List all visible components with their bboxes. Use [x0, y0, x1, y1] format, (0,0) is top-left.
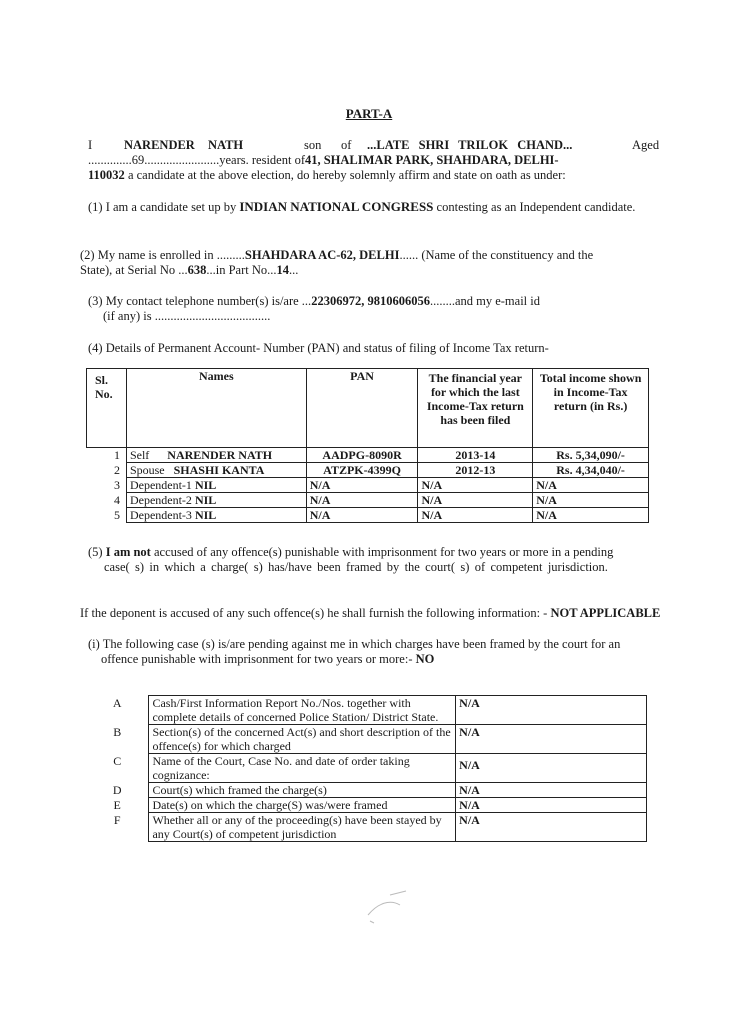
item-2-prefix: (2) My name is enrolled in .........: [80, 248, 245, 262]
deponent-line: [80, 606, 660, 621]
item-5-text: accused of any offence(s) punishable with imprisonment for two years or more in a pending: [150, 545, 614, 559]
intro-line2: [88, 153, 559, 168]
row-relation: Dependent-2: [129, 493, 192, 507]
table-row: [87, 508, 649, 523]
item-4: (4) Details of Permanent Account- Number (PAN) and status of filing of Income Tax return-: [88, 341, 549, 355]
intro-oath: a candidate at the above election, do hereby solemnly affirm and state on oath as under:: [124, 168, 566, 182]
header-sl: Sl. No.: [87, 369, 127, 448]
item-1-suffix: contesting as an Independent candidate.: [433, 200, 636, 214]
pan-table: [86, 368, 649, 523]
row-letter: C: [113, 753, 122, 768]
row-relation: Dependent-1: [129, 478, 192, 492]
item-3-prefix: (3) My contact telephone number(s) is/are ...: [88, 294, 312, 308]
row-description: Whether all or any of the proceeding(s) have been stayed by any Court(s) of competent jurisdiction: [149, 813, 456, 842]
row-income: N/A: [533, 508, 649, 523]
item-1: [88, 199, 635, 215]
case-table: [86, 695, 647, 842]
item-3-line2: (if any) is .....................................: [103, 309, 271, 323]
phone-numbers: 22306972, 9810606056: [311, 294, 430, 308]
row-sl: 1: [113, 448, 120, 462]
row-pan: N/A: [306, 493, 418, 508]
table-row: [86, 696, 647, 725]
row-person: NIL: [194, 493, 217, 507]
item-1-prefix: (1) I am a candidate set up by: [88, 200, 240, 214]
row-year: N/A: [418, 493, 533, 508]
table-row: [86, 783, 647, 798]
row-value: N/A: [456, 813, 647, 842]
item-2-line1: [80, 248, 593, 263]
scribble-mark: [360, 885, 420, 925]
candidate-name: NARENDER NATH: [124, 138, 244, 152]
row-name: [126, 508, 306, 523]
intro-line3: [88, 168, 566, 183]
item-i-line1: (i) The following case (s) is/are pending against me in which charges have been framed by the court for an: [88, 637, 621, 651]
row-income: N/A: [533, 493, 649, 508]
row-value: N/A: [456, 754, 647, 783]
item-i-no: NO: [415, 652, 435, 666]
row-letter: B: [113, 724, 122, 739]
pan-table-header: [87, 369, 649, 448]
constituency: SHAHDARA AC-62, DELHI: [244, 248, 400, 262]
table-row: [86, 725, 647, 754]
row-income: N/A: [533, 478, 649, 493]
row-sl: 5: [113, 507, 120, 522]
row-letter: D: [112, 782, 122, 797]
row-person: NARENDER NATH: [167, 448, 273, 462]
age-value: ..............69........................years. resident of: [88, 153, 305, 167]
item-2-line2: [80, 263, 298, 278]
intro-son: son: [304, 138, 322, 152]
item-2-part-label: ...in Part No...: [206, 263, 277, 277]
deponent-text: If the deponent is accused of any such offence(s) he shall furnish the following information: -: [80, 606, 551, 620]
row-pan: AADPG-8090R: [306, 448, 418, 463]
row-sl: 3: [113, 477, 120, 492]
row-value: N/A: [456, 798, 647, 813]
row-year: N/A: [418, 478, 533, 493]
item-3-line1: [88, 294, 540, 309]
row-pan: N/A: [306, 508, 418, 523]
item-5-line1: [88, 545, 613, 560]
item-2-serial-label: State), at Serial No ...: [80, 263, 188, 277]
father-name: ...LATE SHRI TRILOK CHAND...: [367, 138, 573, 152]
row-description: Name of the Court, Case No. and date of order taking cognizance:: [149, 754, 456, 783]
intro-i: I: [88, 138, 93, 152]
table-row: [87, 478, 649, 493]
table-row: [87, 463, 649, 478]
row-description: Section(s) of the concerned Act(s) and short description of the offence(s) for which charged: [149, 725, 456, 754]
serial-number: 638: [187, 263, 207, 277]
item-5-line2: case( s) in which a charge( s) has/have been framed by the court( s) of competent jurisdiction.: [104, 560, 608, 574]
table-row: [87, 493, 649, 508]
intro-of: of: [341, 138, 352, 152]
table-row: [87, 448, 649, 463]
row-income: Rs. 4,34,040/-: [533, 463, 649, 478]
header-names: Names: [126, 369, 306, 448]
row-value: N/A: [456, 696, 647, 725]
row-sl: 4: [113, 492, 120, 507]
row-year: 2012-13: [418, 463, 533, 478]
row-person: NIL: [194, 478, 217, 492]
party-name: INDIAN NATIONAL CONGRESS: [239, 199, 434, 214]
row-relation: Spouse: [129, 463, 165, 477]
row-person: SHASHI KANTA: [173, 463, 265, 477]
row-pan: ATZPK-4399Q: [306, 463, 418, 478]
row-name: [126, 478, 306, 493]
row-relation: Dependent-3: [129, 508, 192, 522]
row-value: N/A: [456, 725, 647, 754]
row-name: [126, 448, 306, 463]
row-sl: 2: [113, 462, 120, 477]
item-i-line2: [101, 652, 434, 667]
page-title: PART-A: [345, 106, 393, 121]
row-relation: Self: [129, 448, 150, 462]
row-description: Court(s) which framed the charge(s): [149, 783, 456, 798]
header-total-income: Total income shown in Income-Tax return (in Rs.): [533, 369, 649, 448]
row-name: [126, 493, 306, 508]
table-row: [86, 813, 647, 842]
item-i-text: offence punishable with imprisonment for two years or more:-: [101, 652, 416, 666]
part-number: 14: [276, 263, 290, 277]
row-letter: F: [113, 812, 121, 827]
row-year: N/A: [418, 508, 533, 523]
row-value: N/A: [456, 783, 647, 798]
header-financial-year: The financial year for which the last Income-Tax return has been filed: [418, 369, 533, 448]
item-2-suffix: ...... (Name of the constituency and the: [399, 248, 594, 262]
intro-aged: Aged: [632, 138, 660, 152]
item-5-bold: I am not: [105, 545, 151, 559]
row-income: Rs. 5,34,090/-: [533, 448, 649, 463]
address: 41, SHALIMAR PARK, SHAHDARA, DELHI-: [304, 153, 559, 167]
item-5-prefix: (5): [88, 545, 106, 559]
row-letter: E: [113, 797, 121, 812]
row-name: [126, 463, 306, 478]
row-year: 2013-14: [418, 448, 533, 463]
item-2-ellipsis: ...: [289, 263, 299, 277]
row-description: Date(s) on which the charge(S) was/were framed: [149, 798, 456, 813]
not-applicable: NOT APPLICABLE: [550, 606, 661, 620]
row-pan: N/A: [306, 478, 418, 493]
table-row: [86, 798, 647, 813]
table-row: [86, 754, 647, 783]
row-description: Cash/First Information Report No./Nos. together with complete details of concerned Police Station/ District State.: [149, 696, 456, 725]
item-3-suffix: ........and my e-mail id: [429, 294, 540, 308]
pin-code: 110032: [88, 168, 125, 182]
header-pan: PAN: [306, 369, 418, 448]
row-person: NIL: [194, 508, 217, 522]
row-letter: A: [112, 695, 122, 710]
